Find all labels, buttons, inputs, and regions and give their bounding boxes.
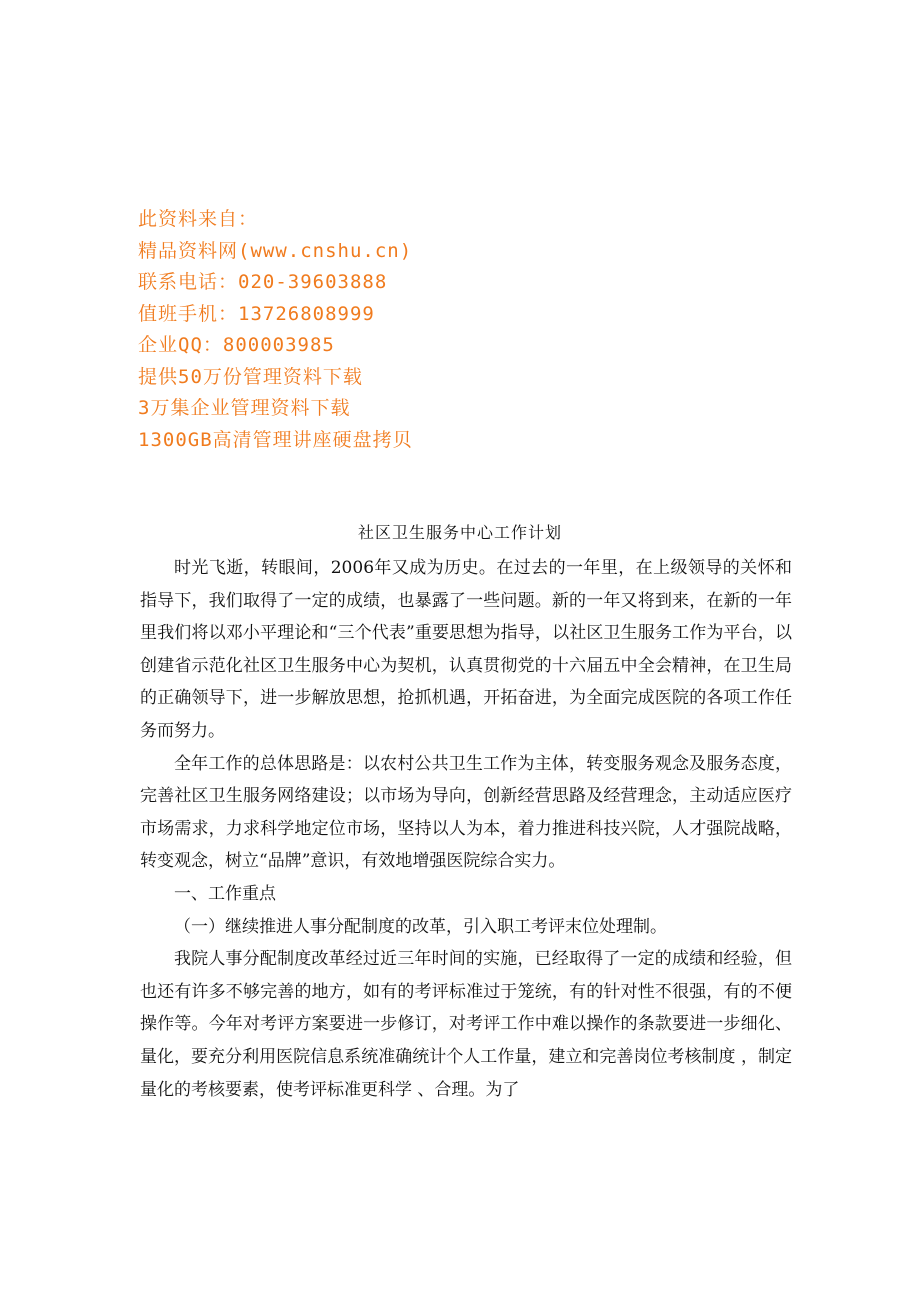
source-notice-line: 此资料来自： [138, 208, 259, 230]
section-heading: 一、工作重点 [174, 883, 276, 904]
subsection-heading: （一）继续推进人事分配制度的改革，引入职工考评末位处理制。 [174, 916, 667, 937]
document-body [140, 552, 792, 1106]
source-qq-line: 企业QQ：800003985 [138, 334, 335, 356]
source-phone-line: 联系电话：020-39603888 [138, 271, 388, 293]
source-offer-line: 1300GB高清管理讲座硬盘拷贝 [138, 428, 413, 451]
source-offer-line: 3万集企业管理资料下载 [138, 397, 351, 419]
document-title: 社区卫生服务中心工作计划 [357, 523, 562, 542]
body-paragraph: 我院人事分配制度改革经过近三年时间的实施，已经取得了一定的成绩和经验，但也还有许多不够完善的地方，如有的考评标准过于笼统，有的针对性不很强，有的不便操作等。今年对考评方案要进一步修订，对考评工作中难以操作的条款要进一步细化、量化，要充分利用医院信息系统准确统计个人工作量，建立和完善岗位考核制度 ，制定量化的考核要素，使考评标准更科学 、合理。为了 [140, 949, 792, 1100]
source-notice [138, 204, 558, 456]
body-paragraph: 全年工作的总体思路是：以农村公共卫生工作为主体，转变服务观念及服务态度，完善社区卫生服务网络建设；以市场为导向，创新经营思路及经营理念，主动适应医疗市场需求，力求科学地定位市场，坚持以人为本，着力推进科技兴院，人才强院战略，转变观念，树立“品牌”意识，有效地增强医院综合实力。 [140, 753, 792, 872]
source-mobile-line: 值班手机：13726808999 [138, 302, 375, 325]
source-website-line: 精品资料网(www.cnshu.cn) [138, 239, 413, 262]
body-paragraph: 时光飞逝，转眼间，2006年又成为历史。在过去的一年里，在上级领导的关怀和指导下，我们取得了一定的成绩，也暴露了一些问题。新的一年又将到来，在新的一年里我们将以邓小平理论和“三个代表”重要思想为指导，以社区卫生服务工作为平台，以创建省示范化社区卫生服务中心为契机，认真贯彻党的十六届五中全会精神，在卫生局的正确领导下，进一步解放思想，抢抓机遇，开拓奋进，为全面完成医院的各项工作任务而努力。 [140, 558, 792, 741]
source-offer-line: 提供50万份管理资料下载 [138, 365, 363, 388]
